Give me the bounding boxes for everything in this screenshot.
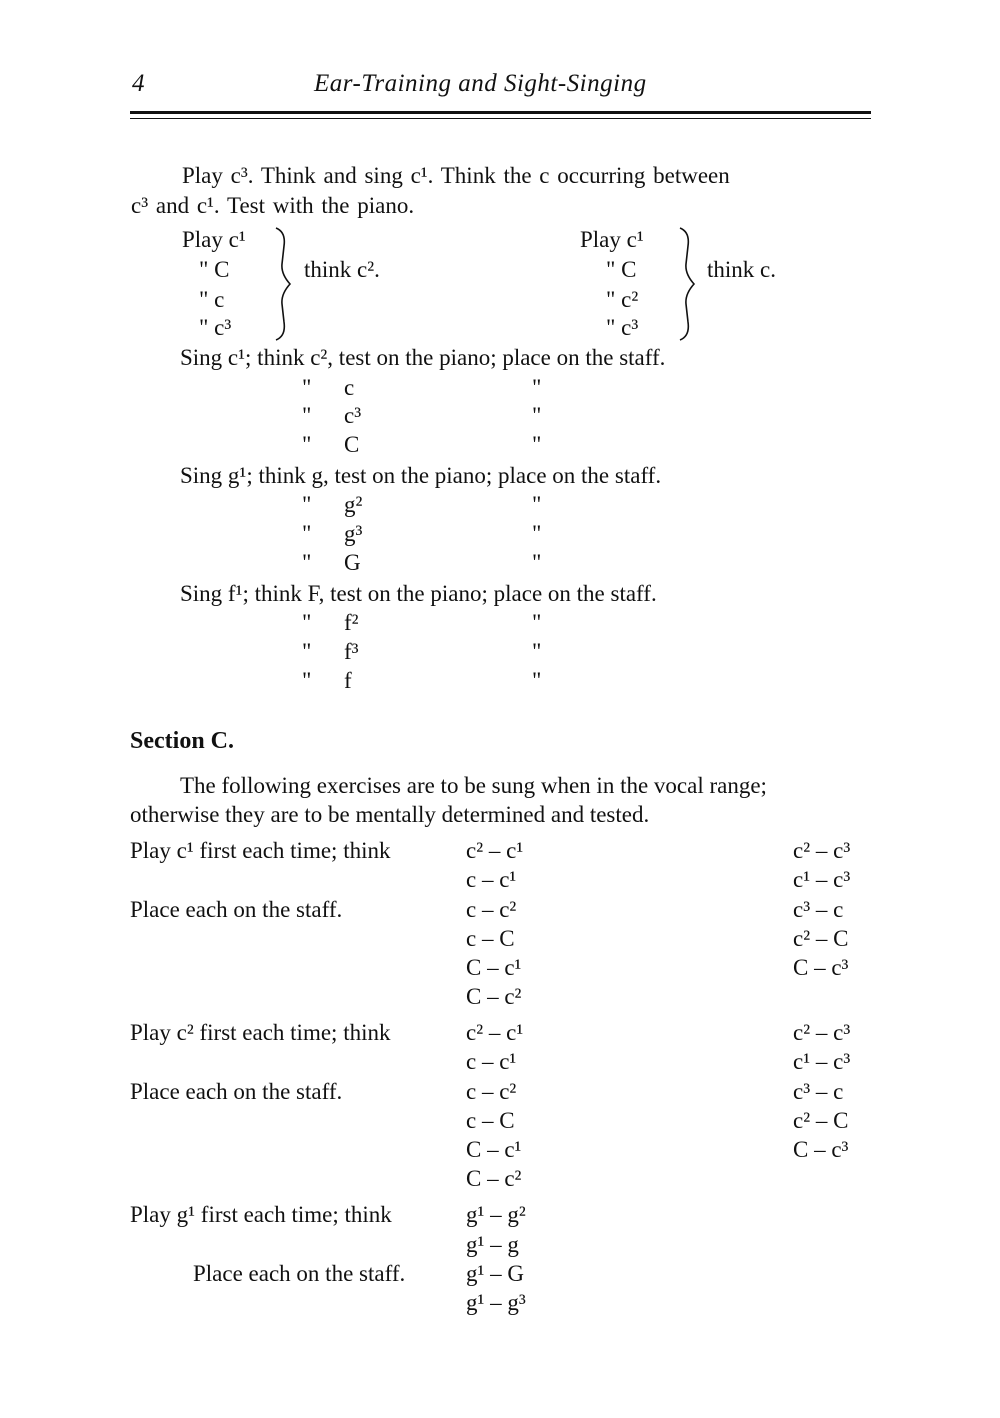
left-row: " c bbox=[199, 287, 225, 312]
left-think: think c². bbox=[304, 257, 380, 282]
ditto-mark: " bbox=[302, 550, 312, 575]
running-title: Ear-Training and Sight-Singing bbox=[314, 70, 647, 97]
ditto-mark: " bbox=[532, 432, 542, 457]
sing-sub: c bbox=[344, 375, 355, 400]
sing-sub: g³ bbox=[344, 521, 363, 546]
interval-pair: c² – c³ bbox=[793, 1020, 851, 1045]
interval-pair: g¹ – G bbox=[466, 1261, 525, 1286]
ditto-mark: " bbox=[302, 403, 312, 428]
section-title: Section C. bbox=[130, 728, 234, 754]
interval-pair: g¹ – g bbox=[466, 1232, 519, 1257]
group-place-note: Place each on the staff. bbox=[130, 897, 343, 922]
ditto-mark: " bbox=[532, 403, 542, 428]
right-row: " c³ bbox=[606, 315, 639, 340]
interval-pair: g¹ – g² bbox=[466, 1202, 526, 1227]
sing-sub: f² bbox=[344, 610, 359, 635]
ditto-mark: " bbox=[532, 375, 542, 400]
sing-sub: C bbox=[344, 432, 360, 457]
page-number: 4 bbox=[132, 70, 145, 97]
sing-sub: G bbox=[344, 550, 361, 575]
section-paragraph-line-1: The following exercises are to be sung when in the vocal range; bbox=[180, 773, 767, 798]
interval-pair: C – c² bbox=[466, 984, 522, 1009]
interval-pair: C – c³ bbox=[793, 955, 849, 980]
interval-pair: c² – c¹ bbox=[466, 838, 524, 863]
interval-pair: c³ – c bbox=[793, 897, 844, 922]
ditto-mark: " bbox=[302, 639, 312, 664]
sing-sub: c³ bbox=[344, 403, 362, 428]
right-think: think c. bbox=[707, 257, 776, 282]
interval-pair: c³ – c bbox=[793, 1079, 844, 1104]
group-place-note: Place each on the staff. bbox=[130, 1079, 343, 1104]
left-row: " C bbox=[199, 257, 230, 282]
group-place-note: Place each on the staff. bbox=[193, 1261, 406, 1286]
header-rule-thick bbox=[130, 111, 871, 114]
ditto-mark: " bbox=[532, 668, 542, 693]
ditto-mark: " bbox=[532, 639, 542, 664]
sing-sub: f bbox=[344, 668, 352, 693]
interval-pair: c – c² bbox=[466, 1079, 517, 1104]
sing-sub: f³ bbox=[344, 639, 359, 664]
interval-pair: c¹ – c³ bbox=[793, 1049, 851, 1074]
left-play-label: Play c¹ bbox=[182, 227, 246, 252]
group-instruction: Play c¹ first each time; think bbox=[130, 838, 391, 863]
ditto-mark: " bbox=[302, 432, 312, 457]
group-instruction: Play g¹ first each time; think bbox=[130, 1202, 392, 1227]
ditto-mark: " bbox=[532, 610, 542, 635]
ditto-mark: " bbox=[302, 521, 312, 546]
interval-pair: c – c² bbox=[466, 897, 517, 922]
interval-pair: c – c¹ bbox=[466, 867, 517, 892]
sing-line: Sing f¹; think F, test on the piano; place on the staff. bbox=[180, 581, 657, 606]
right-play-label: Play c¹ bbox=[580, 227, 644, 252]
interval-pair: c² – c¹ bbox=[466, 1020, 524, 1045]
ditto-mark: " bbox=[302, 375, 312, 400]
intro-line-2: c³ and c¹. Test with the piano. bbox=[131, 193, 415, 218]
sing-line: Sing c¹; think c², test on the piano; place on the staff. bbox=[180, 345, 666, 370]
interval-pair: C – c³ bbox=[793, 1137, 849, 1162]
left-row: " c³ bbox=[199, 315, 232, 340]
interval-pair: C – c¹ bbox=[466, 955, 522, 980]
ditto-mark: " bbox=[302, 610, 312, 635]
sing-line: Sing g¹; think g, test on the piano; place on the staff. bbox=[180, 463, 662, 488]
right-row: " C bbox=[606, 257, 637, 282]
right-brace-icon bbox=[676, 226, 700, 342]
interval-pair: c² – c³ bbox=[793, 838, 851, 863]
ditto-mark: " bbox=[302, 492, 312, 517]
interval-pair: c – c¹ bbox=[466, 1049, 517, 1074]
right-row: " c² bbox=[606, 287, 639, 312]
interval-pair: c² – C bbox=[793, 1108, 849, 1133]
ditto-mark: " bbox=[532, 550, 542, 575]
interval-pair: c¹ – c³ bbox=[793, 867, 851, 892]
interval-pair: c – C bbox=[466, 926, 515, 951]
intro-line-1: Play c³. Think and sing c¹. Think the c occurring between bbox=[182, 163, 730, 188]
group-instruction: Play c² first each time; think bbox=[130, 1020, 391, 1045]
interval-pair: C – c¹ bbox=[466, 1137, 522, 1162]
section-paragraph-line-2: otherwise they are to be mentally determined and tested. bbox=[130, 802, 650, 827]
ditto-mark: " bbox=[302, 668, 312, 693]
ditto-mark: " bbox=[532, 521, 542, 546]
interval-pair: c² – C bbox=[793, 926, 849, 951]
interval-pair: g¹ – g³ bbox=[466, 1290, 526, 1315]
interval-pair: C – c² bbox=[466, 1166, 522, 1191]
sing-sub: g² bbox=[344, 492, 363, 517]
interval-pair: c – C bbox=[466, 1108, 515, 1133]
left-brace-icon bbox=[272, 226, 296, 342]
header-rule-thin bbox=[130, 118, 871, 119]
ditto-mark: " bbox=[532, 492, 542, 517]
